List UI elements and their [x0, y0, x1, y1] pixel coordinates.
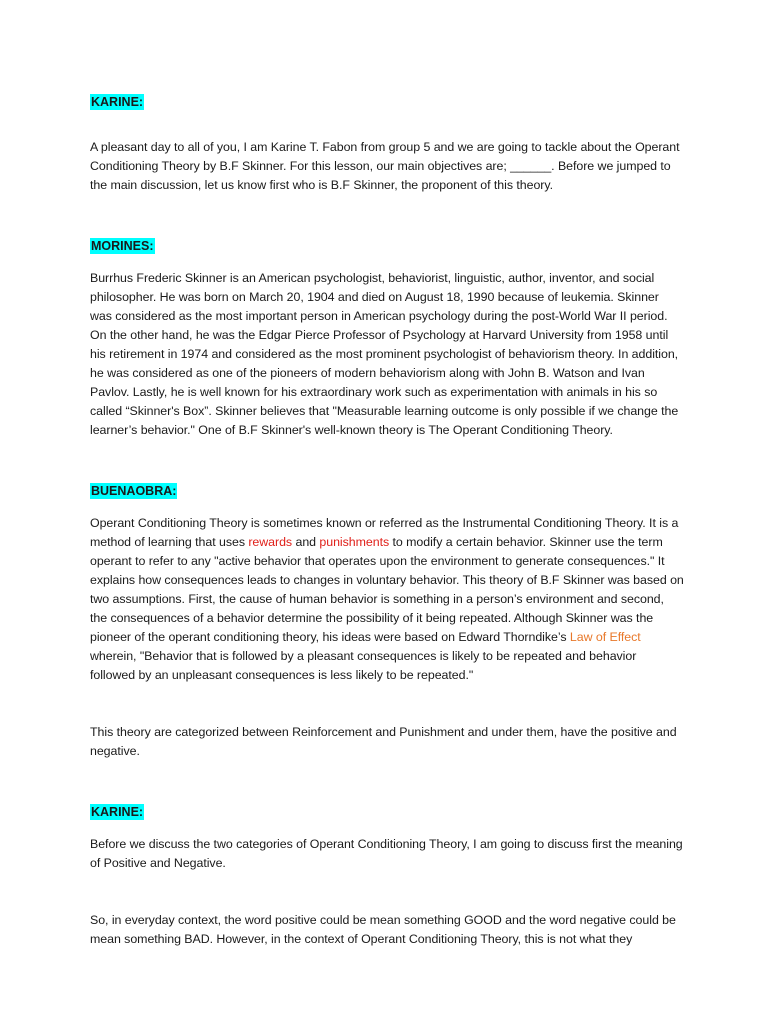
speaker-section-karine-1: [90, 93, 684, 195]
text-segment: to modify a certain behavior. Skinner use the term operant to refer to any "active behavior that operates upon the environment to generate consequences." It explains how consequences leads to changes in voluntary behavior. This theory of B.F Skinner was based on two assumptions. First, the cause of human behavior is something in a person’s environment and second, the consequences of a behavior determine the possibility of it being repeated. Although Skinner was the pioneer of the operant conditioning theory, his ideas were based on Edward Thorndike’s: [90, 535, 684, 644]
text-segment: wherein, "Behavior that is followed by a pleasant consequences is likely to be repeated and behavior followed by an unpleasant consequences is less likely to be repeated.": [90, 649, 637, 682]
speaker-label-buenaobra: BUENAOBRA:: [91, 484, 177, 498]
paragraph-positive-negative-intro: Before we discuss the two categories of Operant Conditioning Theory, I am going to discuss first the meaning of Positive and Negative.: [90, 837, 683, 870]
paragraph-categories: This theory are categorized between Reinforcement and Punishment and under them, have the positive and negative.: [90, 725, 677, 758]
speaker-label-karine: KARINE:: [91, 95, 144, 109]
paragraph-introduction: A pleasant day to all of you, I am Karine T. Fabon from group 5 and we are going to tackle about the Operant Conditioning Theory by B.F Skinner. For this lesson, our main objectives are; ______. Before we jumped to the main discussion, let us know first who is B.F Skinner, the proponent of this theory.: [90, 140, 680, 192]
highlight-punishments: punishments: [319, 535, 390, 549]
paragraph-skinner-biography: Burrhus Frederic Skinner is an American psychologist, behaviorist, linguistic, author, inventor, and social philosopher. He was born on March 20, 1904 and died on August 18, 1990 because of leukemia. Skinner was considered as the most important person in American psychology during the post-World War II period. On the other hand, he was the Edgar Pierce Professor of Psychology at Harvard University from 1958 until his retirement in 1974 and considered as the most prominent psychologist of behaviorism theory. In addition, he was considered as one of the pioneers of modern behaviorism along with John B. Watson and Ivan Pavlov. Lastly, he is well known for his extraordinary work such as experimentation with animals in his so called “Skinner's Box”. Skinner believes that "Measurable learning outcome is only possible if we change the learner’s behavior." One of B.F Skinner's well-known theory is The Operant Conditioning Theory.: [90, 271, 679, 437]
text-segment: Operant Conditioning Theory is sometimes known or referred as the Instrumental Conditioning Theory. It is a method of learning that uses: [90, 516, 679, 549]
speaker-section-morines: [90, 237, 684, 440]
speaker-label-morines: MORINES:: [91, 239, 154, 253]
speaker-section-karine-2: [90, 803, 684, 949]
paragraph-operant-conditioning-definition: [90, 514, 684, 685]
text-segment: and: [292, 535, 320, 549]
speaker-label-karine: KARINE:: [91, 805, 144, 819]
document-page: [90, 93, 684, 949]
paragraph-everyday-context: So, in everyday context, the word positive could be mean something GOOD and the word negative could be mean something BAD. However, in the context of Operant Conditioning Theory, this is not what they: [90, 913, 676, 946]
speaker-section-buenaobra: [90, 482, 684, 761]
highlight-law-of-effect: Law of Effect: [569, 630, 641, 644]
highlight-rewards: rewards: [248, 535, 293, 549]
